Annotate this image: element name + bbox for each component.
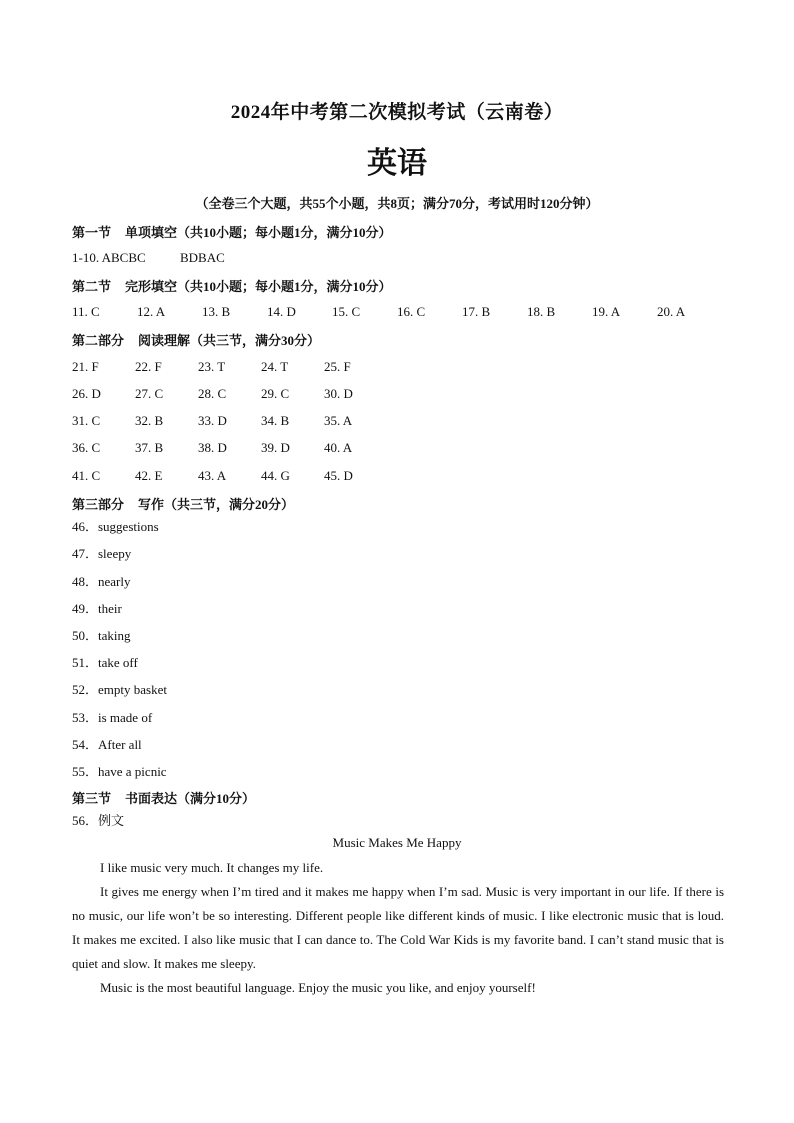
answer-item: 39. D <box>261 440 290 455</box>
answer-item: 27. C <box>135 386 164 401</box>
answer-item: 26. D <box>72 386 101 401</box>
answer-item: 31. C <box>72 413 101 428</box>
part2-title: 阅读理解（共三节，满分30分） <box>138 333 321 348</box>
section3-title: 书面表达（满分10分） <box>125 791 256 806</box>
answer-item: 34. B <box>261 413 290 428</box>
section1-answers <box>72 250 225 266</box>
writing-answer: 48．nearly <box>72 574 131 589</box>
writing-answer: 50．taking <box>72 628 131 643</box>
writing-answer: 52．empty basket <box>72 682 167 697</box>
answer-item: 12. A <box>137 304 166 319</box>
answer-item: 40. A <box>324 440 353 455</box>
answer-item: 11. C <box>72 304 100 319</box>
section1-label: 第一节 <box>72 225 112 240</box>
writing-answer: 53．is made of <box>72 710 153 725</box>
answer-item: 28. C <box>198 386 227 401</box>
section2-answers <box>72 304 685 320</box>
answer-item: 29. C <box>261 386 290 401</box>
answer-item: 35. A <box>324 413 353 428</box>
answer-item: 45. D <box>324 468 353 483</box>
answer-item: 20. A <box>657 304 686 319</box>
writing-answer: 54．After all <box>72 737 142 752</box>
answer-item: 16. C <box>397 304 426 319</box>
writing-answer: 47．sleepy <box>72 546 132 561</box>
part2-row <box>72 468 353 484</box>
answer-item: 25. F <box>324 359 351 374</box>
answer-item: 24. T <box>261 359 289 374</box>
part3-heading <box>72 494 294 513</box>
sample-essay-label: 56．例文 <box>72 813 125 828</box>
answer-item: 36. C <box>72 440 101 455</box>
answer-item: 18. B <box>527 304 556 319</box>
answer-item: 32. B <box>135 413 164 428</box>
answer-item: 37. B <box>135 440 164 455</box>
section3-label: 第三节 <box>72 791 112 806</box>
answer-item: 44. G <box>261 468 290 483</box>
answer-item: 23. T <box>198 359 226 374</box>
answer-item: 17. B <box>462 304 491 319</box>
part2-label: 第二部分 <box>72 333 125 348</box>
answer-item: 43. A <box>198 468 227 483</box>
essay-body <box>72 856 724 1000</box>
essay-paragraph: It gives me energy when I’m tired and it makes me happy when I’m sad. Music is very important in our life. If there is no music, our life won’t be so interesting. Different people like different kinds of music. I like electronic music that is loud. It makes me excited. I also like music that I can dance to. The Cold War Kids is my favorite band. I can’t stand music that is quiet and slow. It makes me sleepy. <box>72 884 724 971</box>
subject-title: 英语 <box>367 146 427 181</box>
part3-label: 第三部分 <box>72 497 125 512</box>
answer-item: 41. C <box>72 468 101 483</box>
part2-row <box>72 440 352 456</box>
answer-item: 42. E <box>135 468 163 483</box>
answer-item: 13. B <box>202 304 231 319</box>
answer-item: 21. F <box>72 359 99 374</box>
exam-note: （全卷三个大题，共55个小题，共8页；满分70分，考试用时120分钟） <box>195 196 599 211</box>
writing-answer: 46．suggestions <box>72 519 159 534</box>
answer-item: 14. D <box>267 304 296 319</box>
essay-title: Music Makes Me Happy <box>332 835 462 850</box>
part2-row <box>72 413 352 429</box>
essay-paragraph: Music is the most beautiful language. Enjoy the music you like, and enjoy yourself! <box>100 980 536 995</box>
part3-title: 写作（共三节，满分20分） <box>138 497 295 512</box>
part2-row <box>72 386 353 402</box>
section3-heading <box>72 788 255 807</box>
exam-title: 2024年中考第二次模拟考试（云南卷） <box>230 102 564 123</box>
section2-title: 完形填空（共10小题；每小题1分，满分10分） <box>125 279 392 294</box>
part2-heading <box>72 330 320 349</box>
answer-item: 38. D <box>198 440 227 455</box>
part2-row <box>72 359 351 375</box>
section1-heading <box>72 222 392 241</box>
writing-answer: 51．take off <box>72 655 138 670</box>
answer-item: 22. F <box>135 359 162 374</box>
section2-heading <box>72 276 392 295</box>
section2-label: 第二节 <box>72 279 112 294</box>
section1-title: 单项填空（共10小题；每小题1分，满分10分） <box>125 225 392 240</box>
answer-item: 30. D <box>324 386 353 401</box>
answer-item: 33. D <box>198 413 227 428</box>
answer-item: 19. A <box>592 304 621 319</box>
writing-answer: 55．have a picnic <box>72 764 167 779</box>
answer-item: 15. C <box>332 304 361 319</box>
answer-item: 1-10. ABCBC <box>72 250 146 265</box>
writing-answer: 49．their <box>72 601 122 616</box>
essay-paragraph: I like music very much. It changes my life. <box>100 860 324 875</box>
answer-item: BDBAC <box>180 250 225 265</box>
